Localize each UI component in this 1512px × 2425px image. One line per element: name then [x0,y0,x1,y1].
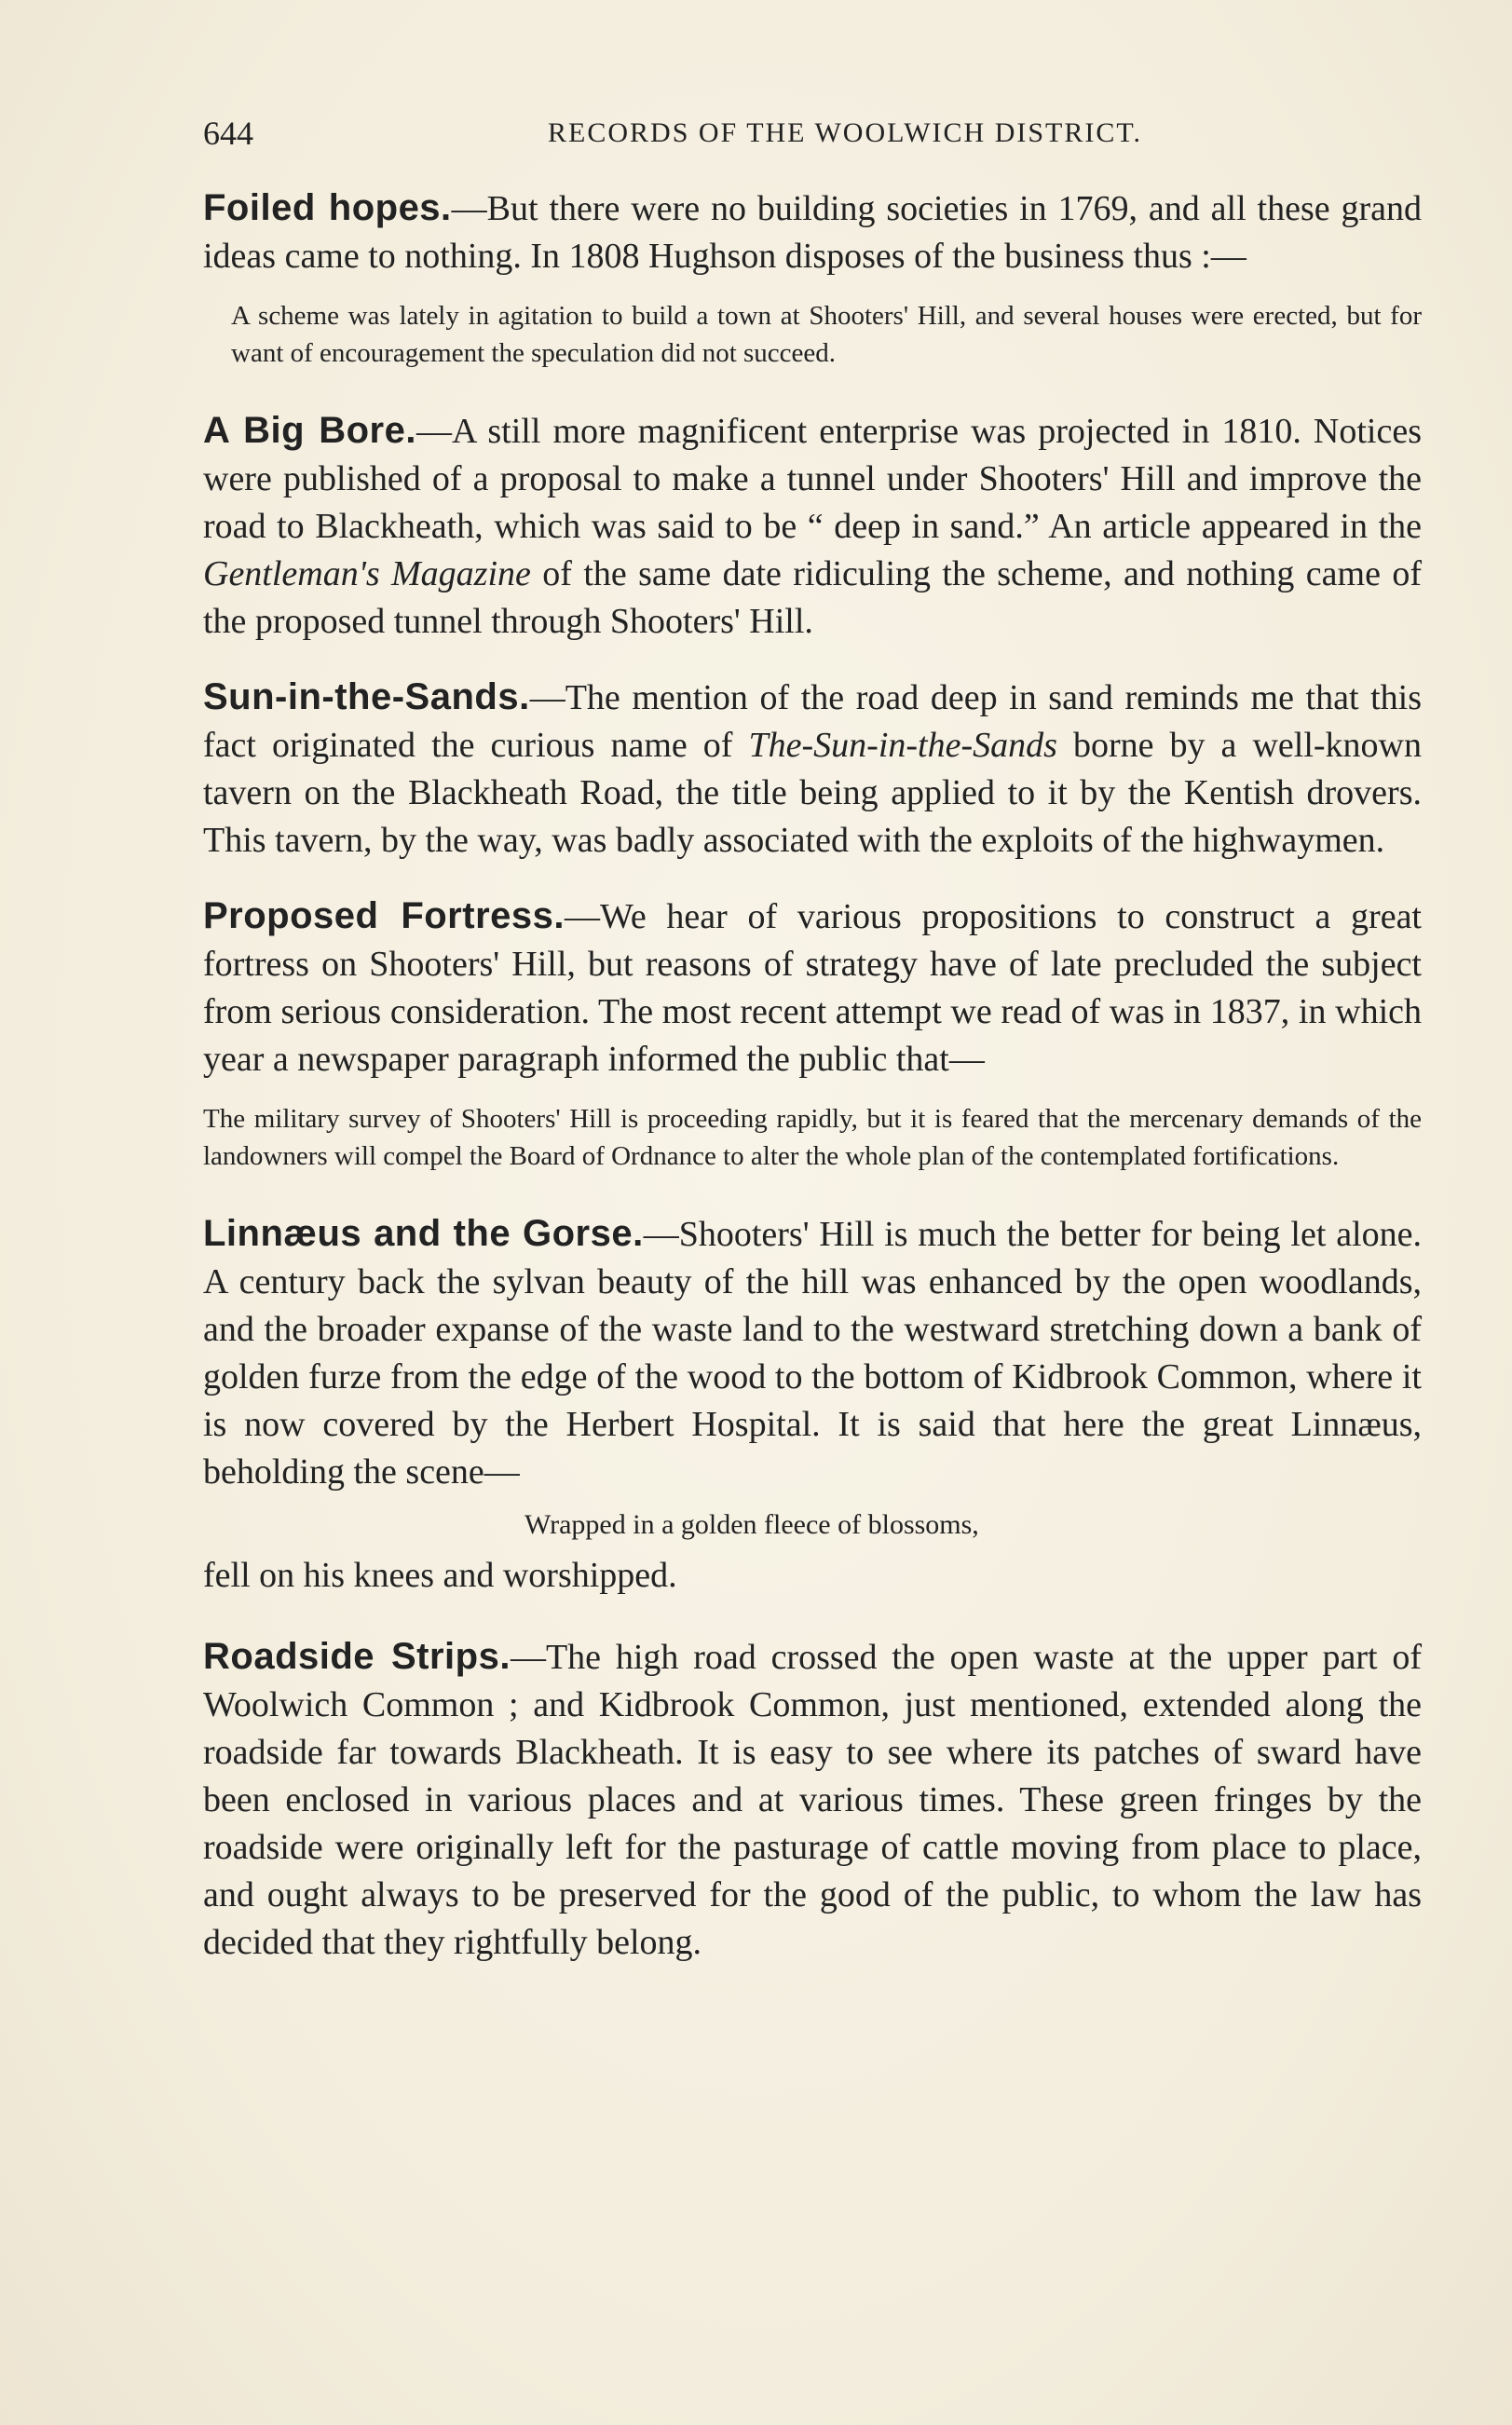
paragraph-linnaeus-and-the-gorse [203,1210,1422,1496]
page-body [203,184,1422,1995]
paragraph-sun-in-the-sands [203,674,1422,865]
paragraph-text: —We hear of various propositions to construct a great fortress on Shooters' Hill, but reasons of strategy have of late precluded the subject from serious consideration. The most recent attempt we read of was in 1837, in which year a newspaper paragraph informed the public that— [203,897,1422,1079]
paragraph-proposed-fortress [203,892,1422,1083]
section-heading: Linnæus and the Gorse. [203,1213,644,1254]
paragraph-text: —The high road crossed the open waste at the upper part of Woolwich Common ; and Kidbrook Common, just mentioned, extended along the roadside far towards Blackheath. It is easy to see where its patches of sward have been enclosed in various places and at various times. These green fringes by the roadside were originally left for the pasturage of cattle moving from place to place, and ought always to be preserved for the good of the public, to whom the law has decided that they rightfully belong. [203,1638,1423,1962]
block-quote: The military survey of Shooters' Hill is proceeding rapidly, but it is feared that the mercenary demands of the landowners will compel the Board of Ordnance to alter the whole plan of the contemplated fortifications. [203,1104,1422,1171]
section-heading: A Big Bore. [203,410,416,451]
paragraph-text: —The mention of the road deep in sand reminds me that this fact originated the curious name of [203,678,1422,765]
block-quote: A scheme was lately in agitation to build a town at Shooters' Hill, and several houses were erected, but for want of encouragement the speculation did not succeed. [231,301,1422,368]
running-head: RECORDS OF THE WOOLWICH DISTRICT. [548,117,1142,148]
paragraph-a-big-bore [203,407,1422,646]
page-header [203,114,1422,160]
verse-line: Wrapped in a golden fleece of blossoms, [524,1509,979,1540]
section-heading: Roadside Strips. [203,1636,511,1677]
section-heading: Foiled hopes. [203,187,452,228]
section-heading: Proposed Fortress. [203,895,565,936]
italic-title: Gentleman's Magazine [203,554,531,593]
paragraph-text: borne by a well-known tavern on the Blackheath Road, the title being applied to it by the Kentish drovers. This tavern, by the way, was badly associated with the exploits of the highwaymen. [203,726,1422,860]
paragraph-text: —But there were no building societies in 1769, and all these grand ideas came to nothing. In 1808 Hughson disposes of the business thus :— [203,189,1422,276]
paragraph-continuation: fell on his knees and worshipped. [203,1556,677,1595]
italic-title: The-Sun-in-the-Sands [748,726,1057,765]
section-heading: Sun-in-the-Sands. [203,676,530,717]
paragraph-text: —Shooters' Hill is much the better for being let alone. A century back the sylvan beauty of the hill was enhanced by the open woodlands, and the broader expanse of the waste land to the westward stretching down a bank of golden furze from the edge of the wood to the bottom of Kidbrook Common, where it is now covered by the Herbert Hospital. It is said that here the great Linnæus, beholding the scene— [203,1215,1422,1492]
paragraph-foiled-hopes [203,184,1422,280]
page-number: 644 [203,115,253,152]
paragraph-text: of the same date ridiculing the scheme, and nothing came of the proposed tunnel through Shooters' Hill. [203,554,1423,641]
paragraph-roadside-strips [203,1633,1422,1967]
paragraph-text: —A still more magnificent enterprise was projected in 1810. Notices were published of a proposal to make a tunnel under Shooters' Hill and improve the road to Blackheath, which was said to be “ deep in sand.” An article appeared in the [203,412,1422,546]
